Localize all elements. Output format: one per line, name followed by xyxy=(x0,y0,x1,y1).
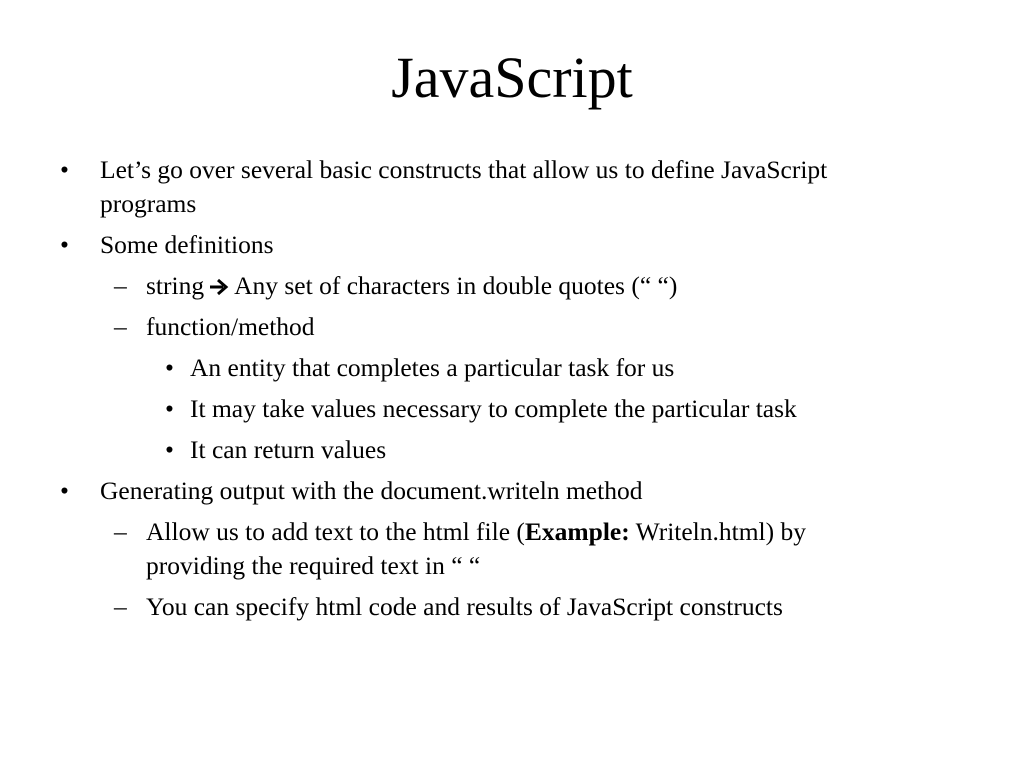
sub-item-allow-add-text-line-2: providing the required text in “ “ xyxy=(146,551,481,580)
bullet-1-line-1: Let’s go over several basic constructs that allow us to define JavaScript xyxy=(100,155,828,184)
sub-sub-item-take-values: It may take values necessary to complete the particular task xyxy=(190,394,797,423)
dash-marker: – xyxy=(114,271,127,300)
bullet-3: Generating output with the document.writeln method xyxy=(100,476,643,505)
bullet-2: Some definitions xyxy=(100,230,274,259)
allow-text-before: Allow us to add text to the html file ( xyxy=(146,517,525,546)
bullet-marker: • xyxy=(165,394,174,423)
allow-text-after: Writeln.html) by xyxy=(629,517,807,546)
string-term: string xyxy=(146,271,205,300)
bullet-marker: • xyxy=(165,353,174,382)
sub-item-function-method: function/method xyxy=(146,312,315,341)
dash-marker: – xyxy=(114,517,127,546)
bullet-marker: • xyxy=(60,476,69,505)
sub-sub-item-return-values: It can return values xyxy=(190,435,387,464)
dash-marker: – xyxy=(114,592,127,621)
bullet-marker: • xyxy=(60,230,69,259)
dash-marker: – xyxy=(114,312,127,341)
string-definition: Any set of characters in double quotes (“ “) xyxy=(234,271,678,300)
sub-item-specify-html: You can specify html code and results of JavaScript constructs xyxy=(146,592,783,621)
bullet-1-line-2: programs xyxy=(100,189,197,218)
example-label: Example: xyxy=(524,517,630,546)
bullet-marker: • xyxy=(60,155,69,184)
sub-item-string xyxy=(146,269,677,303)
slide-title: JavaScript xyxy=(391,45,633,110)
bullet-marker: • xyxy=(165,435,174,464)
sub-sub-item-entity: An entity that completes a particular task for us xyxy=(190,353,675,382)
right-arrow-icon xyxy=(204,269,234,303)
sub-item-allow-add-text-line-1 xyxy=(146,515,806,549)
